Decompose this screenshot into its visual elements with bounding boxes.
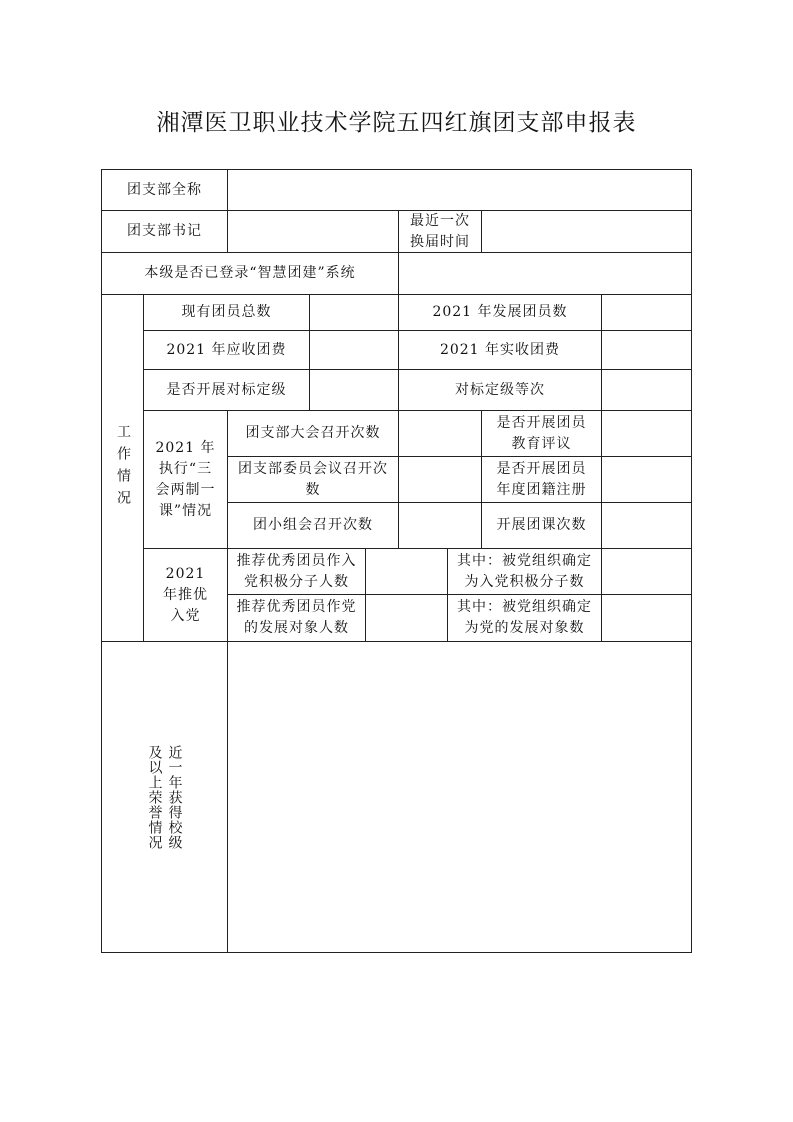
lessons-label: 开展团课次数 (496, 517, 587, 533)
benchmark-field[interactable] (310, 370, 398, 410)
group-meeting-field[interactable] (399, 503, 481, 548)
registration-label: 是否开展团员年度团籍注册 (496, 460, 587, 498)
fee-paid-label: 2021 年实收团费 (439, 341, 561, 358)
fee-paid-field[interactable] (602, 331, 691, 369)
fee-due-field[interactable] (310, 331, 398, 369)
honors-label-cell (102, 642, 227, 952)
lessons-field[interactable] (602, 503, 691, 548)
member-review-field[interactable] (602, 411, 691, 456)
honors-label: 近一年获得校级及以上荣誉情况 (146, 744, 183, 850)
branch-name-label: 团支部全称 (127, 181, 202, 198)
page-title: 湘潭医卫职业技术学院五四红旗团支部申报表 (156, 110, 637, 136)
benchmark-label: 是否开展对标定级 (166, 381, 287, 398)
new-members-label: 2021 年发展团员数 (432, 304, 568, 320)
recommend-activist-field[interactable] (366, 549, 447, 594)
recommend-development-label: 推荐优秀团员作党的发展对象人数 (236, 599, 357, 636)
work-section-label: 工作情况 (115, 424, 131, 512)
committee-meeting-label: 团支部委员会议召开次数 (238, 460, 388, 498)
group-meeting-label: 团小组会召开次数 (253, 517, 373, 533)
recommend-activist-label: 推荐优秀团员作入党积极分子人数 (236, 552, 357, 590)
members-total-label: 现有团员总数 (181, 304, 272, 320)
committee-meeting-field[interactable] (399, 457, 481, 502)
benchmark-grade-field[interactable] (602, 370, 691, 410)
members-total-field[interactable] (310, 295, 398, 330)
recommend-development-field[interactable] (366, 595, 447, 641)
benchmark-grade-label: 对标定级等次 (455, 381, 545, 398)
secretary-field[interactable] (228, 211, 398, 252)
three-meetings-label: 2021 年执行“三会两制一课”情况 (155, 439, 216, 519)
confirmed-development-label: 其中：被党组织确定为党的发展对象数 (457, 599, 592, 636)
confirmed-activist-field[interactable] (602, 549, 691, 594)
fee-due-label: 2021 年应收团费 (166, 341, 287, 358)
confirmed-activist-label: 其中：被党组织确定为入党积极分子数 (457, 552, 592, 590)
party-recommend-label: 2021 年推优入党 (163, 565, 208, 624)
secretary-label: 团支部书记 (127, 223, 202, 239)
member-review-label: 是否开展团员教育评议 (496, 414, 587, 452)
system-login-field[interactable] (399, 253, 691, 294)
general-meeting-field[interactable] (399, 411, 481, 456)
confirmed-development-field[interactable] (602, 595, 691, 641)
new-members-field[interactable] (602, 295, 691, 330)
last-election-label: 最近一次换届时间 (410, 212, 470, 250)
system-login-label: 本级是否已登录“智慧团建”系统 (144, 265, 356, 281)
last-election-field[interactable] (482, 211, 691, 252)
honors-field[interactable] (228, 642, 691, 952)
general-meeting-label: 团支部大会召开次数 (245, 425, 381, 441)
branch-name-field[interactable] (228, 170, 691, 210)
registration-field[interactable] (602, 457, 691, 502)
